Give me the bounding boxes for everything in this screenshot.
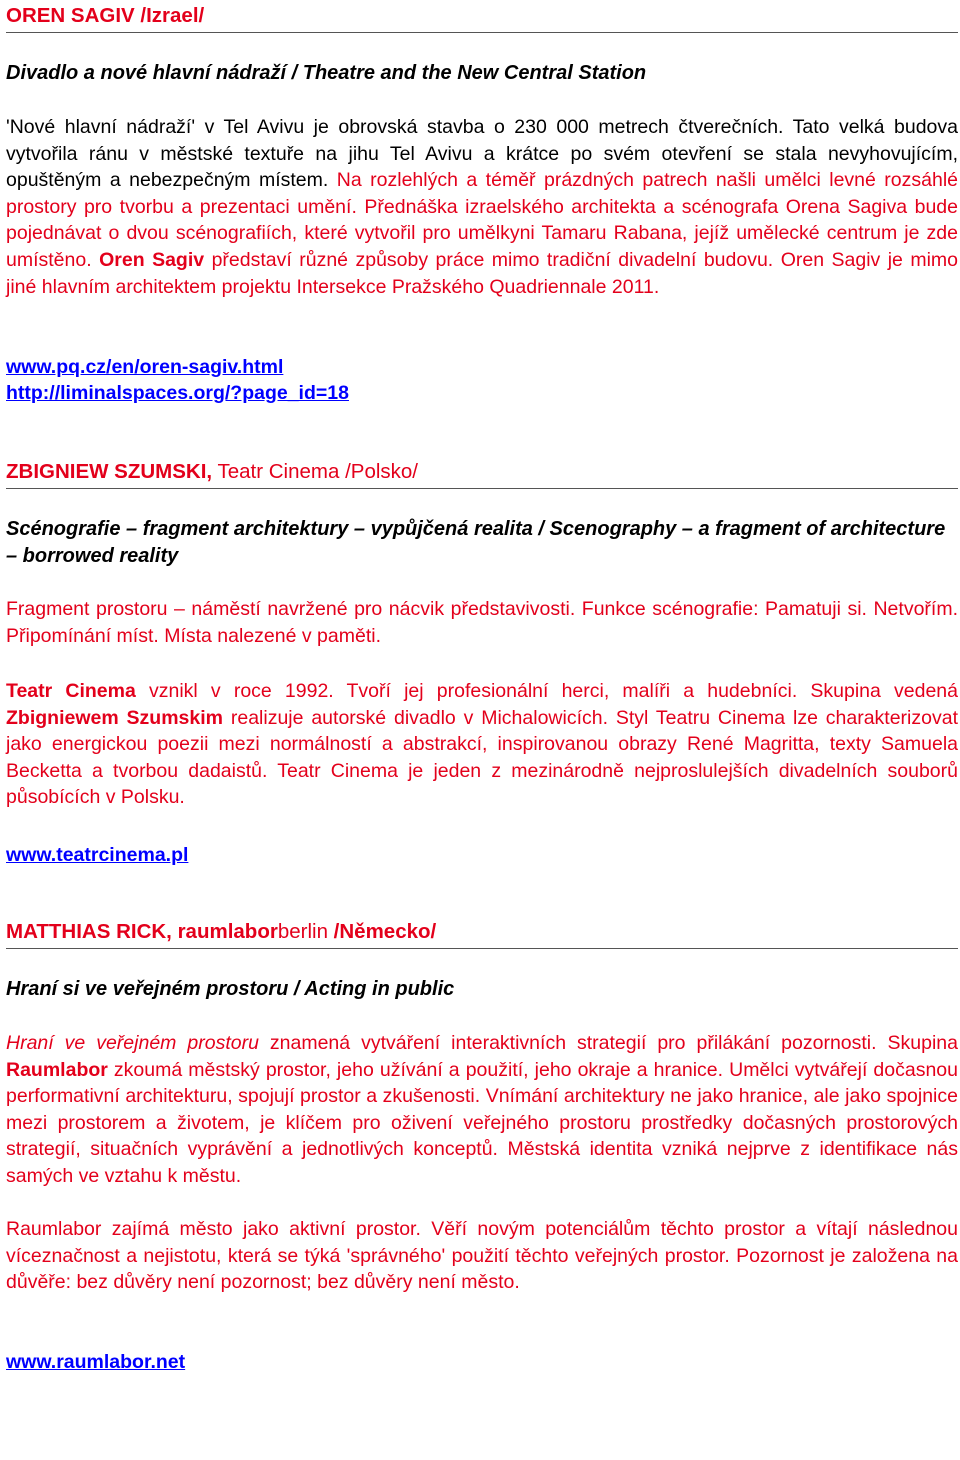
text-bold-red: Teatr Cinema [6,680,136,702]
link-raumlabor[interactable]: www.raumlabor.net [6,1351,186,1373]
text-span: 'Nové hlavní nádraží' v Tel Avivu je obrovská stavba o 230 000 metrech čtverečních. Tato velká budova vytvořila ránu v městské textuře na jihu Tel Avivu a krátce po svém otevření se stala nevyhovujícím, opuštěným a nebezpečným místem. [6,116,958,192]
section-heading-matthias-rick [6,920,958,949]
text-span-red: představí různé způsoby práce mimo tradiční divadelní budovu. [211,248,774,271]
link-pq[interactable]: www.pq.cz/en/oren-sagiv.html [6,356,284,378]
text-bold-red: Oren Sagiv [99,248,205,271]
text-span-red: zkoumá městský prostor, jeho užívání a použití, jeho okraje a hranice. Umělci vytvářejí dočasnou performativní architekturu, spojují prostor a zkušenosti. Vnímání architektury ne jako hranice, ale jako spojnice mezi prostorem a životem, je klíčem pro oživení veřejného prostoru prostředky dočasných prostorových strategií, situačních vyprávění a jednotlivých konceptů. Městská identita vzniká nejprve z identifikace nás samých ve vztahu k městu. [6,1058,958,1187]
paragraph-oren-sagiv [6,114,958,300]
section-heading-zbigniew-szumski [6,460,958,489]
text-span-red: Raumlabor zajímá město jako aktivní prostor. Věří novým potenciálům těchto prostor a vítají následnou víceznačnost a nejistotu, která se týká 'správného' použití těchto veřejných prostor. Pozornost je založena na důvěře: bez důvěry není pozornost; bez důvěry není město. [6,1218,958,1294]
paragraph-szumski-1 [6,596,958,649]
text-span-red: Fragment prostoru – náměstí navržené pro nácvik představivosti. Funkce scénografie: Pamatuji si. Netvořím. Připomínání míst. Místa nalezené v paměti. [6,598,958,647]
paragraph-szumski-2 [6,678,958,811]
heading-name: ZBIGNIEW SZUMSKI, [6,460,213,483]
section-subtitle-rick: Hraní si ve veřejném prostoru / Acting in public [6,978,455,1000]
text-span-red: znamená vytváření interaktivních strategií pro přilákání pozornosti. Skupina [258,1032,958,1054]
text-bold-red: Zbigniewem Szumskim [6,706,223,729]
heading-country: /Německo/ [327,920,437,943]
section-subtitle-oren-sagiv: Divadlo a nové hlavní nádraží / Theatre and the New Central Station [6,62,647,84]
paragraph-rick-2 [6,1216,958,1296]
text-span-red: vznikl v roce 1992. Tvoří jej profesionální herci, malíři a hudebníci. Skupina vedená [135,680,958,702]
text-span-red: Oren Sagiv je mimo jiné hlavním architektem projektu Intersekce Pražského Quadriennale 2011. [6,248,959,298]
link-teatrcinema[interactable]: www.teatrcinema.pl [6,844,189,866]
heading-org: Teatr Cinema /Polsko/ [212,460,418,483]
section-heading-oren-sagiv: OREN SAGIV /Izrael/ [6,4,958,33]
text-span-red: realizuje autorské divadlo v Michalowicích. Styl Teatru Cinema lze charakterizovat jako energickou poezii mezi normálností a abstrakcí, inspirovanou obrazy René Magritta, texty Samuela Becketta a tvorbou dadaistů. Teatr Cinema je jeden z mezinárodně nejproslulejších divadelních souborů působících v Polsku. [6,706,958,809]
heading-org-suffix: berlin [277,920,328,943]
paragraph-rick-1 [6,1030,958,1190]
text-span-red: Na rozlehlých a téměř prázdných patrech našli umělci levné rozsáhlé prostory pro tvorbu a prezentaci umění. [6,169,959,218]
section-subtitle-szumski: Scénografie – fragment architektury – vypůjčená realita / Scenography – a fragment of architecture – borrowed reality [6,518,946,567]
heading-name: MATTHIAS RICK, raumlabor [6,920,278,943]
text-bold-red: Raumlabor [6,1058,108,1081]
text-span-red: Přednáška izraelského architekta a scénografa Orena Sagiva bude pojednávat o dvou scénografiích, které vytvořil pro umělkyni Tamaru Rabana, jejíž umělecké centrum je zde umístěno. [6,195,958,271]
link-liminalspaces[interactable]: http://liminalspaces.org/?page_id=18 [6,382,349,404]
text-italic-red: Hraní ve veřejném prostoru [6,1032,259,1054]
